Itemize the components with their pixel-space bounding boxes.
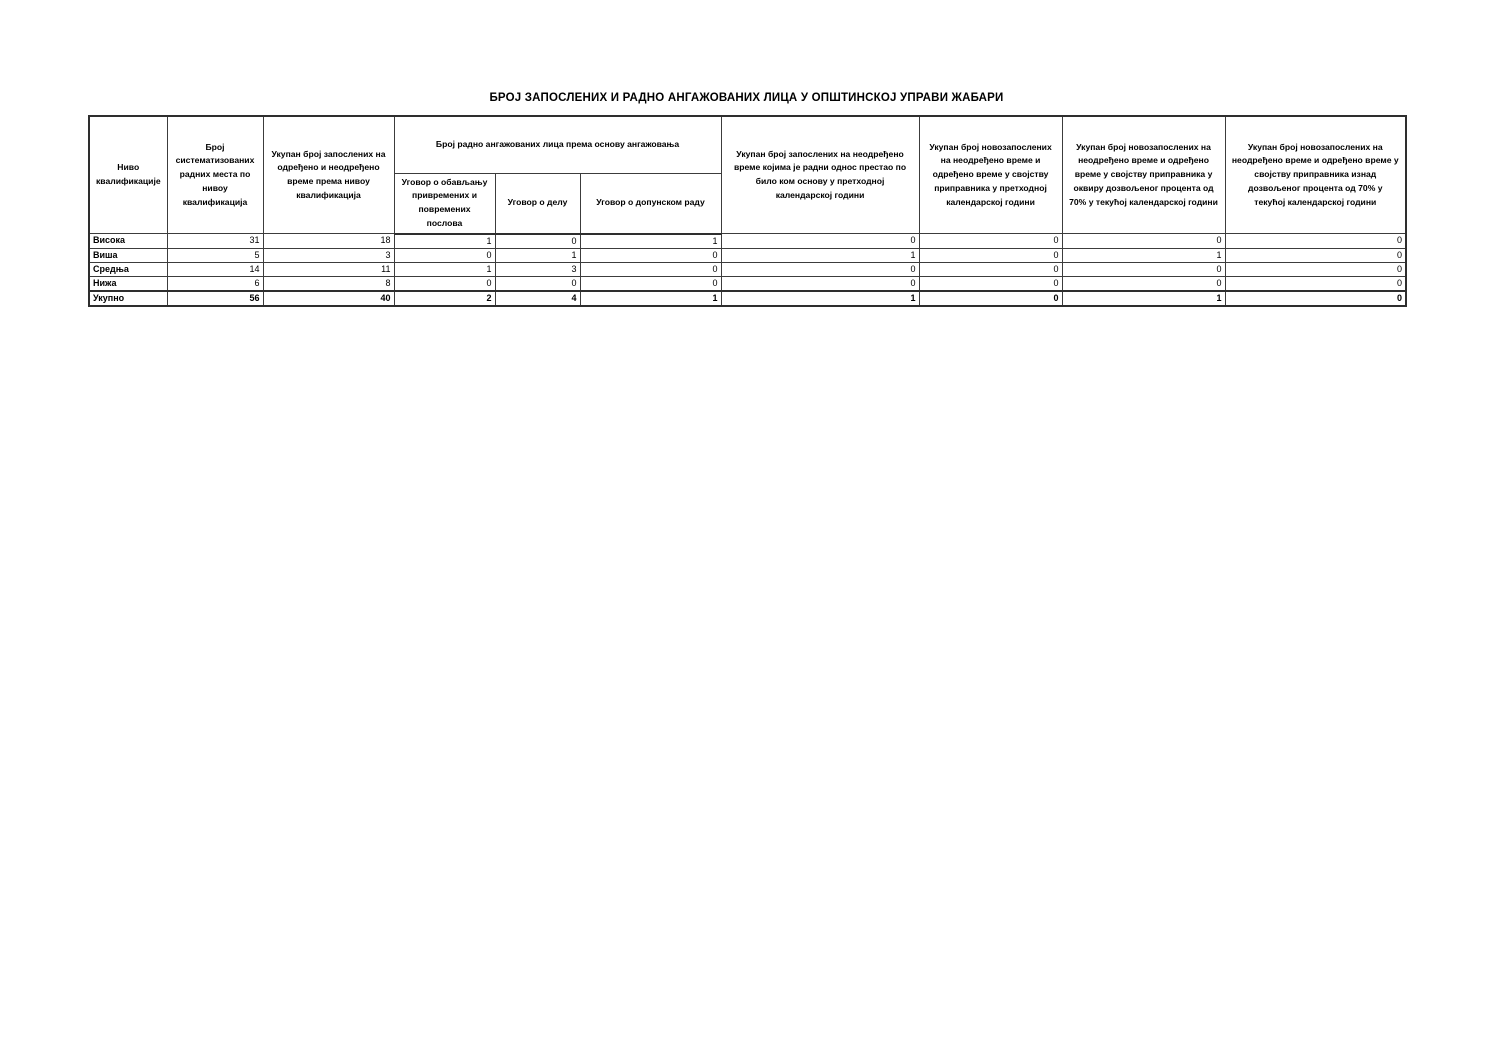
col-header-new-above-70: Укупан број новозапослених на неодређено време и одређено време у својству приправника изнад дозвољеног процента од 70% у текућој календарској години bbox=[1225, 116, 1406, 234]
cell: 0 bbox=[721, 234, 919, 249]
cell: 0 bbox=[1225, 262, 1406, 276]
cell: 1 bbox=[721, 248, 919, 262]
col-header-ceased: Укупан број запослених на неодређено време којима је радни однос престао по било ком основу у претходној календарској години bbox=[721, 116, 919, 234]
col-header-new-within-70: Укупан број новозапослених на неодређено време и одређено време у својству приправника у оквиру дозвољеног процента од 70% у текућој календарској години bbox=[1062, 116, 1225, 234]
cell: 0 bbox=[394, 276, 495, 291]
cell: 0 bbox=[580, 248, 721, 262]
cell: 1 bbox=[1062, 291, 1225, 306]
cell: 1 bbox=[580, 234, 721, 249]
cell: 3 bbox=[495, 262, 580, 276]
cell: 0 bbox=[1225, 234, 1406, 249]
col-header-total-employed: Укупан број запослених на одређено и неодређено време према нивоу квалификација bbox=[263, 116, 394, 234]
cell: 0 bbox=[919, 248, 1062, 262]
cell: 31 bbox=[167, 234, 263, 249]
table-row-niza bbox=[89, 276, 1406, 291]
col-header-engaged-temp: Уговор о обављању привремених и повремених послова bbox=[394, 173, 495, 234]
cell: 0 bbox=[721, 262, 919, 276]
cell: 1 bbox=[580, 291, 721, 306]
employees-table bbox=[88, 115, 1407, 307]
table-row-srednja bbox=[89, 262, 1406, 276]
cell: 0 bbox=[721, 276, 919, 291]
cell: 0 bbox=[919, 276, 1062, 291]
cell: 3 bbox=[263, 248, 394, 262]
cell: 1 bbox=[394, 234, 495, 249]
table-row-visa bbox=[89, 248, 1406, 262]
page-title: БРОЈ ЗАПОСЛЕНИХ И РАДНО АНГАЖОВАНИХ ЛИЦА У ОПШТИНСКОЈ УПРАВИ ЖАБАРИ bbox=[489, 92, 1004, 104]
cell: 1 bbox=[721, 291, 919, 306]
cell: 5 bbox=[167, 248, 263, 262]
cell: 11 bbox=[263, 262, 394, 276]
table-row-visoka bbox=[89, 234, 1406, 249]
row-label: Виша bbox=[89, 248, 167, 262]
col-header-level: Ниво квалификације bbox=[89, 116, 167, 234]
cell: 1 bbox=[394, 262, 495, 276]
col-header-systematized: Број систематизованих радних места по нивоу квалификација bbox=[167, 116, 263, 234]
cell: 4 bbox=[495, 291, 580, 306]
table-body bbox=[89, 234, 1406, 306]
col-header-engaged-delo: Уговор о делу bbox=[495, 173, 580, 234]
table-row-total bbox=[89, 291, 1406, 306]
cell: 0 bbox=[1225, 248, 1406, 262]
cell: 0 bbox=[580, 276, 721, 291]
row-label: Висока bbox=[89, 234, 167, 249]
cell: 0 bbox=[495, 276, 580, 291]
col-header-engaged-group: Број радно ангажованих лица према основу ангажовања bbox=[394, 116, 721, 173]
cell: 0 bbox=[394, 248, 495, 262]
cell: 6 bbox=[167, 276, 263, 291]
row-label: Средња bbox=[89, 262, 167, 276]
row-label: Укупно bbox=[89, 291, 167, 306]
cell: 56 bbox=[167, 291, 263, 306]
cell: 0 bbox=[1225, 291, 1406, 306]
table-header bbox=[89, 116, 1406, 234]
cell: 40 bbox=[263, 291, 394, 306]
cell: 1 bbox=[495, 248, 580, 262]
cell: 0 bbox=[580, 262, 721, 276]
cell: 0 bbox=[919, 234, 1062, 249]
cell: 0 bbox=[919, 262, 1062, 276]
cell: 0 bbox=[1225, 276, 1406, 291]
col-header-engaged-dopunski: Уговор о допунском раду bbox=[580, 173, 721, 234]
cell: 2 bbox=[394, 291, 495, 306]
cell: 14 bbox=[167, 262, 263, 276]
cell: 8 bbox=[263, 276, 394, 291]
col-header-new-prev-year: Укупан број новозапослених на неодређено време и одређено време у својству приправника у претходној календарској години bbox=[919, 116, 1062, 234]
cell: 0 bbox=[919, 291, 1062, 306]
cell: 0 bbox=[1062, 262, 1225, 276]
row-label: Нижа bbox=[89, 276, 167, 291]
cell: 18 bbox=[263, 234, 394, 249]
cell: 0 bbox=[1062, 276, 1225, 291]
cell: 1 bbox=[1062, 248, 1225, 262]
cell: 0 bbox=[495, 234, 580, 249]
cell: 0 bbox=[1062, 234, 1225, 249]
